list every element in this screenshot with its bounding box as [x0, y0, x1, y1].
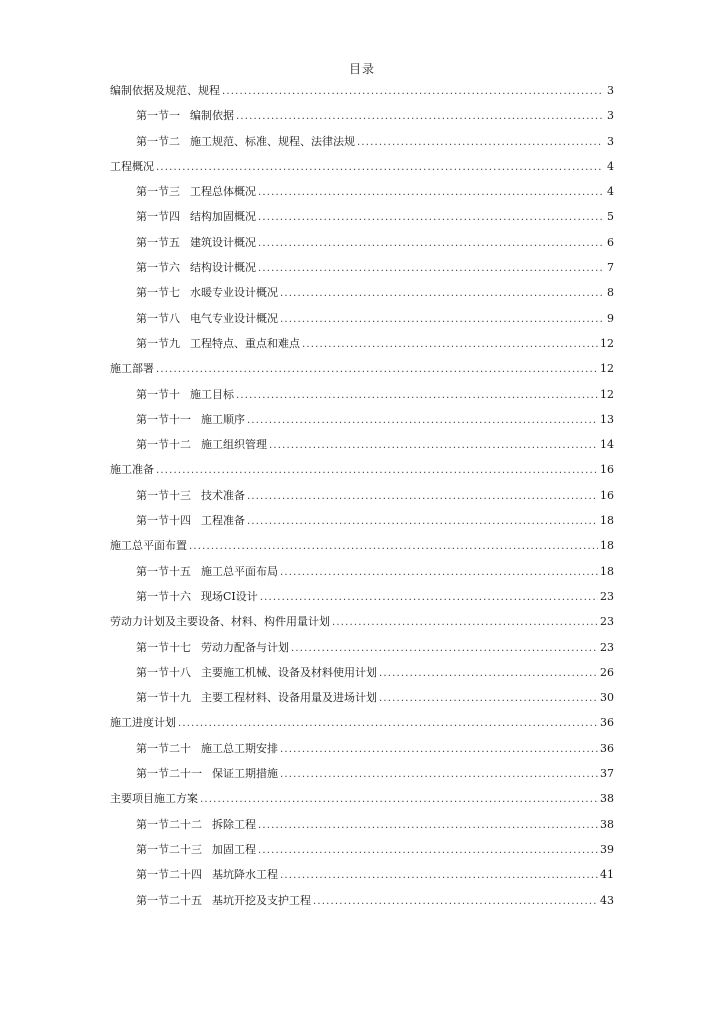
toc-section-entry[interactable] — [110, 761, 614, 786]
toc-dot-leader — [379, 686, 598, 711]
toc-section-entry[interactable] — [110, 812, 614, 837]
toc-page-number: 12 — [600, 362, 614, 376]
toc-entry-label — [136, 230, 256, 255]
toc-dot-leader — [189, 534, 598, 559]
toc-entry-text: 工程特点、重点和难点 — [190, 336, 300, 350]
toc-entry-label — [110, 154, 154, 179]
toc-dot-leader — [269, 433, 598, 458]
toc-entry-text: 结构加固概况 — [190, 210, 256, 224]
toc-dot-leader — [313, 889, 598, 914]
toc-entry-text: 现场CI设计 — [201, 589, 258, 603]
toc-dot-leader — [357, 130, 602, 155]
toc-entry-label — [136, 736, 278, 761]
toc-entry-text: 劳动力计划及主要设备、材料、构件用量计划 — [110, 615, 330, 629]
toc-section-entry[interactable] — [110, 508, 614, 533]
toc-entry-label — [136, 280, 278, 305]
toc-chapter-entry[interactable] — [110, 710, 614, 735]
toc-dot-leader — [280, 863, 598, 888]
toc-section-entry[interactable] — [110, 432, 614, 457]
toc-page-number: 41 — [600, 868, 614, 882]
toc-section-entry[interactable] — [110, 559, 614, 584]
toc-page-number: 18 — [600, 514, 614, 528]
toc-section-number: 第一节三 — [136, 185, 180, 199]
toc-section-number: 第一节十一 — [136, 412, 191, 426]
toc-section-number: 第一节二 — [136, 134, 180, 148]
toc-page-number: 9 — [607, 311, 614, 325]
toc-entry-text: 工程准备 — [201, 514, 245, 528]
toc-section-number: 第一节二十一 — [136, 767, 202, 781]
toc-entry-label — [110, 457, 154, 482]
toc-entry-label — [110, 786, 198, 811]
toc-section-number: 第一节六 — [136, 261, 180, 275]
toc-entry-text: 电气专业设计概况 — [190, 311, 278, 325]
toc-section-entry[interactable] — [110, 888, 614, 913]
toc-entry-label — [136, 432, 267, 457]
toc-entry-label — [136, 559, 278, 584]
toc-entry-text: 施工目标 — [190, 387, 234, 401]
toc-entry-label — [136, 660, 377, 685]
toc-chapter-entry[interactable] — [110, 609, 614, 634]
toc-entry-text: 保证工期措施 — [212, 767, 278, 781]
toc-entry-text: 施工总平面布局 — [201, 564, 278, 578]
toc-page-number: 18 — [600, 539, 614, 553]
toc-section-number: 第一节二十五 — [136, 893, 202, 907]
toc-section-number: 第一节九 — [136, 336, 180, 350]
toc-entry-label — [136, 635, 289, 660]
toc-section-entry[interactable] — [110, 103, 614, 128]
toc-page-number: 30 — [600, 691, 614, 705]
toc-section-entry[interactable] — [110, 862, 614, 887]
toc-entry-label — [110, 78, 220, 103]
toc-section-entry[interactable] — [110, 129, 614, 154]
toc-page-number: 4 — [607, 185, 614, 199]
toc-title: 目录 — [348, 62, 375, 76]
toc-section-entry[interactable] — [110, 230, 614, 255]
toc-section-number: 第一节二十二 — [136, 817, 202, 831]
toc-page-number: 14 — [600, 438, 614, 452]
toc-section-entry[interactable] — [110, 280, 614, 305]
toc-entry-text: 主要工程材料、设备用量及进场计划 — [201, 691, 377, 705]
toc-page-number: 7 — [607, 261, 614, 275]
toc-entry-text: 施工总工期安排 — [201, 741, 278, 755]
toc-dot-leader — [258, 256, 602, 281]
toc-entry-label — [136, 837, 256, 862]
toc-dot-leader — [291, 636, 598, 661]
toc-page-number: 38 — [600, 792, 614, 806]
toc-section-number: 第一节十二 — [136, 438, 191, 452]
toc-entry-label — [136, 584, 258, 609]
toc-page-number: 13 — [600, 412, 614, 426]
toc-dot-leader — [247, 484, 598, 509]
toc-dot-leader — [258, 231, 602, 256]
toc-section-number: 第一节十四 — [136, 514, 191, 528]
toc-page-number: 39 — [600, 842, 614, 856]
toc-entry-text: 结构设计概况 — [190, 261, 256, 275]
toc-section-number: 第一节十八 — [136, 665, 191, 679]
toc-dot-leader — [280, 737, 598, 762]
toc-dot-leader — [200, 787, 598, 812]
toc-dot-leader — [258, 813, 598, 838]
toc-dot-leader — [156, 357, 598, 382]
toc-entry-text: 建筑设计概况 — [190, 235, 256, 249]
toc-page-number: 36 — [600, 716, 614, 730]
toc-section-number: 第一节四 — [136, 210, 180, 224]
toc-entry-label — [136, 862, 278, 887]
toc-section-number: 第一节五 — [136, 235, 180, 249]
toc-chapter-entry[interactable] — [110, 78, 614, 103]
toc-section-entry[interactable] — [110, 382, 614, 407]
toc-section-entry[interactable] — [110, 179, 614, 204]
toc-dot-leader — [247, 408, 598, 433]
toc-entry-label — [110, 356, 154, 381]
toc-page-number: 26 — [600, 665, 614, 679]
toc-entry-label — [136, 483, 245, 508]
toc-entry-text: 加固工程 — [212, 842, 256, 856]
toc-entry-label — [136, 407, 245, 432]
toc-entry-label — [136, 508, 245, 533]
toc-section-entry[interactable] — [110, 407, 614, 432]
toc-dot-leader — [258, 838, 598, 863]
toc-dot-leader — [178, 711, 598, 736]
toc-dot-leader — [236, 383, 598, 408]
toc-chapter-entry[interactable] — [110, 457, 614, 482]
toc-section-number: 第一节十九 — [136, 691, 191, 705]
toc-section-entry[interactable] — [110, 685, 614, 710]
toc-page-number: 23 — [600, 640, 614, 654]
toc-section-entry[interactable] — [110, 635, 614, 660]
toc-entry-label — [136, 306, 278, 331]
toc-page-number: 5 — [607, 210, 614, 224]
toc-dot-leader — [280, 560, 598, 585]
toc-page-number: 12 — [600, 387, 614, 401]
toc-page-number: 3 — [607, 109, 614, 123]
toc-entry-text: 施工部署 — [110, 362, 154, 376]
toc-page-number: 8 — [607, 286, 614, 300]
toc-entry-text: 主要项目施工方案 — [110, 792, 198, 806]
toc-section-entry[interactable] — [110, 331, 614, 356]
toc-section-number: 第一节二十四 — [136, 868, 202, 882]
toc-entry-label — [110, 710, 176, 735]
toc-entry-text: 施工顺序 — [201, 412, 245, 426]
toc-entry-label — [136, 382, 234, 407]
toc-entry-text: 施工总平面布置 — [110, 539, 187, 553]
toc-entry-label — [136, 129, 355, 154]
toc-section-entry[interactable] — [110, 306, 614, 331]
toc-page-number: 37 — [600, 767, 614, 781]
toc-page-number: 23 — [600, 615, 614, 629]
toc-page-number: 16 — [600, 488, 614, 502]
toc-entry-text: 工程概况 — [110, 159, 154, 173]
toc-entry-label — [136, 255, 256, 280]
toc-section-number: 第一节十三 — [136, 488, 191, 502]
toc-dot-leader — [302, 332, 598, 357]
toc-section-number: 第一节十七 — [136, 640, 191, 654]
toc-page-number: 4 — [607, 159, 614, 173]
toc-section-entry[interactable] — [110, 837, 614, 862]
toc-entry-label — [136, 761, 278, 786]
toc-page-number: 18 — [600, 564, 614, 578]
toc-entry-text: 基坑开挖及支护工程 — [212, 893, 311, 907]
toc-chapter-entry[interactable] — [110, 356, 614, 381]
toc-section-number: 第一节十 — [136, 387, 180, 401]
toc-dot-leader — [222, 79, 602, 104]
toc-entry-label — [136, 685, 377, 710]
toc-entry-label — [136, 179, 256, 204]
toc-dot-leader — [258, 180, 602, 205]
toc-dot-leader — [260, 585, 598, 610]
toc-dot-leader — [156, 155, 602, 180]
toc-dot-leader — [247, 509, 598, 534]
toc-entry-label — [136, 204, 256, 229]
toc-entry-text: 工程总体概况 — [190, 185, 256, 199]
toc-entry-text: 施工组织管理 — [201, 438, 267, 452]
toc-entry-text: 施工规范、标准、规程、法律法规 — [190, 134, 355, 148]
toc-dot-leader — [280, 762, 598, 787]
toc-dot-leader — [156, 458, 598, 483]
toc-entry-label — [136, 888, 311, 913]
toc-section-entry[interactable] — [110, 204, 614, 229]
toc-page-number: 3 — [607, 134, 614, 148]
toc-section-entry[interactable] — [110, 660, 614, 685]
toc-page-number: 43 — [600, 893, 614, 907]
toc-entry-text: 水暖专业设计概况 — [190, 286, 278, 300]
toc-section-number: 第一节八 — [136, 311, 180, 325]
toc-chapter-entry[interactable] — [110, 786, 614, 811]
toc-entry-text: 编制依据 — [190, 109, 234, 123]
toc-entry-text: 拆除工程 — [212, 817, 256, 831]
toc-page-number: 36 — [600, 741, 614, 755]
toc-section-number: 第一节一 — [136, 109, 180, 123]
toc-section-number: 第一节二十 — [136, 741, 191, 755]
toc-entry-text: 施工进度计划 — [110, 716, 176, 730]
toc-dot-leader — [258, 205, 602, 230]
toc-chapter-entry[interactable] — [110, 154, 614, 179]
toc-entry-text: 技术准备 — [201, 488, 245, 502]
toc-entry-label — [136, 331, 300, 356]
toc-page-number: 6 — [607, 235, 614, 249]
toc-dot-leader — [280, 281, 602, 306]
toc-entry-label — [110, 609, 330, 634]
toc-section-number: 第一节二十三 — [136, 842, 202, 856]
toc-entry-text: 编制依据及规范、规程 — [110, 84, 220, 97]
toc-page-number: 38 — [600, 817, 614, 831]
toc-page-number: 16 — [600, 463, 614, 477]
toc-entry-label — [110, 533, 187, 558]
toc-section-number: 第一节七 — [136, 286, 180, 300]
toc-entry-text: 基坑降水工程 — [212, 868, 278, 882]
toc-section-number: 第一节十五 — [136, 564, 191, 578]
toc-entry-text: 施工准备 — [110, 463, 154, 477]
toc-section-entry[interactable] — [110, 483, 614, 508]
toc-entry-label — [136, 812, 256, 837]
toc-entry-text: 主要施工机械、设备及材料使用计划 — [201, 665, 377, 679]
toc-page-number: 3 — [607, 84, 614, 97]
toc-section-number: 第一节十六 — [136, 589, 191, 603]
toc-dot-leader — [280, 307, 602, 332]
toc-section-entry[interactable] — [110, 255, 614, 280]
toc-page-number: 23 — [600, 589, 614, 603]
table-of-contents — [110, 78, 614, 913]
toc-dot-leader — [332, 610, 598, 635]
toc-dot-leader — [236, 104, 602, 129]
toc-entry-label — [136, 103, 234, 128]
toc-page-number: 12 — [600, 336, 614, 350]
toc-entry-text: 劳动力配备与计划 — [201, 640, 289, 654]
toc-section-entry[interactable] — [110, 584, 614, 609]
toc-dot-leader — [379, 661, 598, 686]
toc-chapter-entry[interactable] — [110, 533, 614, 558]
toc-section-entry[interactable] — [110, 736, 614, 761]
